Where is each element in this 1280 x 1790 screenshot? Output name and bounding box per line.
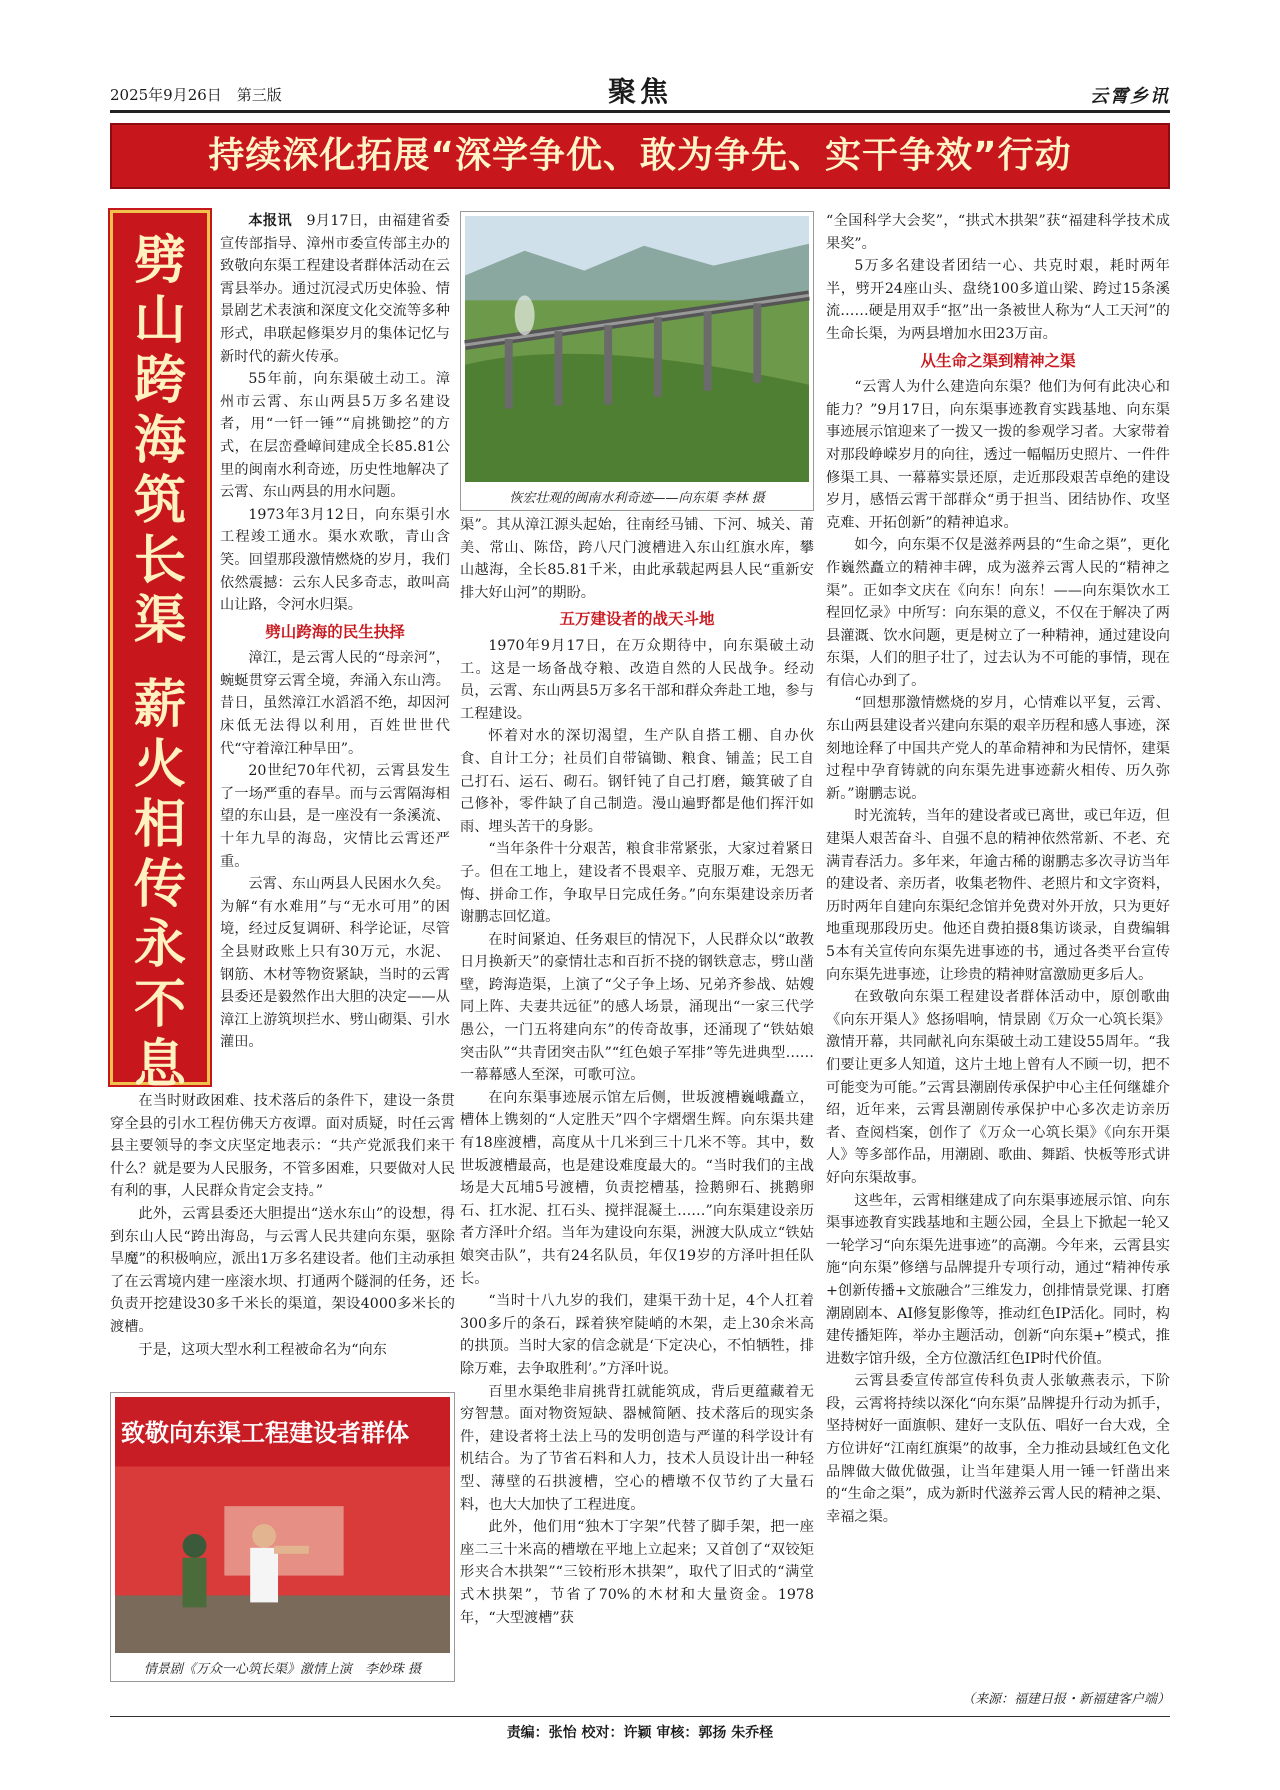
vertical-title-box bbox=[110, 210, 210, 1095]
article-column-1b bbox=[110, 1090, 455, 1361]
paragraph: 在当时财政困难、技术落后的条件下，建设一条贯穿全县的引水工程仿佛天方夜谭。面对质疑，时任云霄县主要领导的李文庆坚定地表示：“共产党派我们来干什么？就是要为人民服务，不管多困难，只要做对人民有利的事，人民群众肯定会支持。” bbox=[110, 1093, 455, 1200]
vertical-title-char: 长 bbox=[133, 531, 186, 591]
paragraph: 怀着对水的深切渴望，生产队自搭工棚、自办伙食、自计工分；社员们自带镐锄、粮食、铺盖；民工自己打石、运石、砌石。钢钎钝了自己打磨，簸箕破了自己修补，零件缺了自己制造。漫山遍野都是他们挥汗如雨、埋头苦干的身影。 bbox=[460, 728, 814, 835]
paragraph: 1973年3月12日，向东渠引水工程竣工通水。渠水欢歌，青山含笑。回望那段激情燃烧的岁月，我们依然震撼：云东人民多奇志，敢叫高山让路，令河水归渠。 bbox=[220, 506, 450, 614]
masthead bbox=[110, 70, 1170, 108]
vertical-title-char: 薪 bbox=[133, 675, 186, 735]
vertical-title-char: 息 bbox=[133, 1035, 186, 1095]
aqueduct-photo-caption: 恢宏壮观的闽南水利奇迹——向东渠 李林 摄 bbox=[509, 491, 765, 506]
paragraph: 9月17日，由福建省委宣传部指导、漳州市委宣传部主办的致敬向东渠工程建设者群体活动在云霄县举办。通过沉浸式历史体验、情景剧艺术表演和深度文化交流等多种形式，串联起修渠岁月的集体记忆与新时代的薪火传承。 bbox=[220, 213, 450, 365]
subheading: 劈山跨海的民生抉择 bbox=[265, 621, 405, 641]
section-title: 聚焦 bbox=[607, 75, 672, 108]
footer-rule bbox=[110, 1716, 1170, 1717]
paragraph: 此外，云霄县委还大胆提出“送水东山”的设想，得到东山人民“跨出海岛，与云霄人民共建向东渠，驱除旱魔”的积极响应，派出1万多名建设者。他们主动承担了在云霄境内建一座滚水坝、打通两个隧洞的任务，还负责开挖建设30多千米长的渠道，架设4000多米长的渡槽。 bbox=[110, 1205, 455, 1335]
vertical-title-char: 跨 bbox=[133, 351, 186, 411]
aqueduct-photo-image bbox=[465, 216, 809, 482]
vertical-title-char: 不 bbox=[133, 975, 186, 1035]
banner-text: 持续深化拓展“深学争优、敢为争先、实干争效”行动 bbox=[208, 135, 1072, 176]
aqueduct-photo bbox=[460, 211, 814, 511]
lead-label: 本报讯 bbox=[248, 213, 292, 229]
paragraph: “当年条件十分艰苦，粮食非常紧张，大家过着紧日子。但在工地上，建设者不畏艰辛、克服万难，无怨无悔、拼命工作，争取早日完成任务。”向东渠建设亲历者谢鹏志回忆道。 bbox=[460, 841, 814, 926]
vertical-title-char: 筑 bbox=[133, 471, 186, 531]
editor-credits: 责编：张怡 校对：许颖 审核：郭扬 朱乔柽 bbox=[506, 1725, 774, 1741]
vertical-title-char: 海 bbox=[133, 411, 186, 471]
paragraph: 百里水渠绝非肩挑背扛就能筑成，背后更蕴藏着无穷智慧。面对物资短缺、器械简陋、技术落后的现实条件，建设者将土法上马的发明创造与严谨的科学设计有机结合。为了节省石料和人力，技术人员设计出一种轻型、薄壁的石拱渡槽，空心的槽墩不仅节约了大量石料，也大大加快了工程进度。 bbox=[460, 1383, 814, 1513]
source-note: （来源：福建日报・新福建客户端） bbox=[961, 1692, 1170, 1707]
date-edition: 2025年9月26日 第三版 bbox=[110, 86, 282, 104]
brand-name: 云霄乡讯 bbox=[1090, 86, 1170, 107]
article-column-1a bbox=[220, 210, 450, 1054]
vertical-title-line1 bbox=[113, 231, 207, 651]
stage-photo-caption: 情景剧《万众一心筑长渠》激情上演 李妙珠 摄 bbox=[143, 1662, 422, 1677]
paragraph: “当时十八九岁的我们，建渠干劲十足，4个人扛着300多斤的条石，踩着狭窄陡峭的木架，走上30余米高的拱顶。当时大家的信念就是‘下定决心，不怕牺牲，排除万难，去争取胜利’。”方泽叶说。 bbox=[460, 1293, 814, 1377]
paragraph: 此外，他们用“独木丁字架”代替了脚手架，把一座座二三十米高的槽墩在平地上立起来；又首创了“双铰矩形夹合木拱架”“三铰桁形木拱架”，取代了旧式的“满堂式木拱架”，节省了70%的木材和大量资金。1978年，“大型渡槽”获 bbox=[460, 1519, 814, 1626]
paragraph: 5万多名建设者团结一心、共克时艰，耗时两年半，劈开24座山头、盘绕100多道山梁、跨过15条溪流……硬是用双手“抠”出一条被世人称为“人工天河”的生命长渠，为两县增加水田23万亩。 bbox=[826, 258, 1170, 342]
paragraph: 漳江，是云霄人民的“母亲河”，蜿蜒贯穿云霄全境，奔涌入东山湾。昔日，虽然漳江水滔滔不绝，却因河床低无法得以利用，百姓世世代代“守着漳江种旱田”。 bbox=[220, 650, 450, 757]
paragraph: “云霄人为什么建造向东渠？他们为何有此决心和能力？”9月17日，向东渠事迹教育实践基地、向东渠事迹展示馆迎来了一拨又一拨的参观学习者。大家带着对那段峥嵘岁月的向往，透过一幅幅历史照片、一件件修渠工具、一幕幕实景还原，走近那段艰苦卓绝的建设岁月，感悟云霄干部群众“勇于担当、团结协作、攻坚克难、开拓创新”的精神追求。 bbox=[826, 379, 1170, 531]
paragraph: 在致敬向东渠工程建设者群体活动中，原创歌曲《向东开渠人》悠扬唱响，情景剧《万众一心筑长渠》激情开幕，共同献礼向东渠破土动工建设55周年。“我们要让更多人知道，这片土地上曾有人不顾一切，把不可能变为可能。”云霄县潮剧传承保护中心主任何继雄介绍，近年来，云霄县潮剧传承保护中心多次走访亲历者、查阅档案，创作了《万众一心筑长渠》《向东开渠人》等多部作品，用潮剧、歌曲、舞蹈、快板等形式讲好向东渠故事。 bbox=[826, 989, 1170, 1186]
article-column-3 bbox=[826, 210, 1170, 1528]
article-column-2 bbox=[460, 514, 814, 1626]
paragraph: “全国科学大会奖”，“拱式木拱架”获“福建科学技术成果奖”。 bbox=[826, 213, 1170, 252]
stage-banner-text: 致敬向东渠工程建设者群体 bbox=[121, 1419, 409, 1447]
subheading: 从生命之渠到精神之渠 bbox=[920, 350, 1076, 370]
paragraph: 这些年，云霄相继建成了向东渠事迹展示馆、向东渠事迹教育实践基地和主题公园，全县上下掀起一轮又一轮学习“向东渠先进事迹”的高潮。今年来，云霄县实施“向东渠”修缮与品牌提升专项行动，通过“精神传承+创新传播+文旅融合”三维发力，创排情景党课、打磨潮剧剧本、AI修复影像等，推动红色IP活化。同时，构建传播矩阵，举办主题活动，创新“向东渠+”模式，推进数字馆升级，全方位激活红色IP时代价值。 bbox=[826, 1192, 1170, 1367]
vertical-title-char: 劈 bbox=[133, 231, 186, 291]
vertical-title-char: 渠 bbox=[133, 591, 186, 651]
paragraph: 渠”。其从漳江源头起始，往南经马铺、下河、城关、莆美、常山、陈岱，跨八尺门渡槽进入东山红旗水库，攀山越海，全长85.81千米，由此承载起两县人民“重新安排大好山河”的期盼。 bbox=[460, 517, 814, 601]
paragraph: 1970年9月17日，在万众期待中，向东渠破土动工。这是一场备战夺粮、改造自然的人民战争。经动员，云霄、东山两县5万多名干部和群众奔赴工地，参与工程建设。 bbox=[460, 637, 814, 722]
vertical-title-char: 永 bbox=[133, 915, 186, 975]
paragraph: 如今，向东渠不仅是滋养两县的“生命之渠”，更化作巍然矗立的精神丰碑，成为滋养云霄人民的“精神之渠”。正如李文庆在《向东！向东！——向东渠饮水工程回忆录》中所写：向东渠的意义，不仅在于解决了两县灌溉、饮水问题，更是树立了一种精神，通过建设向东渠，人们的胆子壮了，过去认为不可能的事情，现在有信心办到了。 bbox=[826, 537, 1170, 689]
subheading: 五万建设者的战天斗地 bbox=[559, 609, 715, 629]
paragraph: 55年前，向东渠破土动工。漳州市云霄、东山两县5万多名建设者，用“一钎一锤”“肩挑锄挖”的方式，在层峦叠嶂间建成全长85.81公里的闽南水利奇迹，历史性地解决了云霄、东山两县的用水问题。 bbox=[220, 371, 450, 501]
headline-banner bbox=[110, 123, 1170, 189]
vertical-title-char: 传 bbox=[133, 855, 186, 915]
paragraph: 在时间紧迫、任务艰巨的情况下，人民群众以“敢教日月换新天”的豪情壮志和百折不挠的钢铁意志，劈山凿壁，跨海造渠，上演了“父子争上场、兄弟齐参战、姑嫂同上阵、夫妻共远征”的感人场景，涌现出“一家三代学愚公，一门五将建向东”的传奇故事，还涌现了“铁姑娘突击队”“共青团突击队”“红色娘子军排”等先进典型……一幕幕感人至深，可歌可泣。 bbox=[460, 931, 814, 1084]
paragraph: 云霄、东山两县人民困水久矣。为解“有水难用”与“无水可用”的困境，经过反复调研、科学论证，尽管全县财政账上只有30万元，水泥、钢筋、木材等物资紧缺，当时的云霄县委还是毅然作出大胆的决定——从漳江上游筑坝拦水、劈山砌渠、引水灌田。 bbox=[220, 876, 450, 1051]
vertical-title-char: 火 bbox=[133, 735, 186, 795]
vertical-title-line2 bbox=[113, 675, 207, 1095]
paragraph: 时光流转，当年的建设者或已离世，或已年迈，但建渠人艰苦奋斗、自强不息的精神依然常新、不老、充满青春活力。多年来，年逾古稀的谢鹏志多次寻访当年的建设者、亲历者，收集老物件、老照片和文字资料，历时两年自建向东渠纪念馆并免费对外开放，只为更好地重现那段历史。他还自费拍摄8集访谈录，自费编辑5本有关宣传向东渠先进事迹的书，通过各类平台宣传向东渠先进事迹，让珍贵的精神财富激励更多后人。 bbox=[826, 808, 1170, 983]
stage-photo-image bbox=[115, 1397, 450, 1653]
paragraph: “回想那激情燃烧的岁月，心情难以平复，云霄、东山两县建设者兴建向东渠的艰辛历程和感人事迹，深刻地诠释了中国共产党人的革命精神和为民情怀，建渠过程中孕育铸就的向东渠先进事迹薪火相传、历久弥新。”谢鹏志说。 bbox=[826, 695, 1170, 802]
paragraph: 于是，这项大型水利工程被命名为“向东 bbox=[138, 1341, 387, 1358]
masthead-rule bbox=[110, 110, 1170, 113]
paragraph: 20世纪70年代初，云霄县发生了一场严重的春旱。而与云霄隔海相望的东山县，是一座没有一条溪流、十年九旱的海岛，灾情比云霄还严重。 bbox=[220, 763, 450, 870]
paragraph: 云霄县委宣传部宣传科负责人张敏燕表示，下阶段，云霄将持续以深化“向东渠”品牌提升行动为抓手，坚持树好一面旗帜、建好一支队伍、唱好一台大戏，全方位讲好“江南红旗渠”的故事，全力推动县域红色文化品牌做大做优做强，让当年建渠人用一锤一钎凿出来的“生命之渠”，成为新时代滋养云霄人民的精神之渠、幸福之渠。 bbox=[826, 1373, 1170, 1525]
stage-photo bbox=[110, 1392, 455, 1682]
paragraph: 在向东渠事迹展示馆左后侧，世坂渡槽巍峨矗立，槽体上镌刻的“人定胜天”四个字熠熠生辉。向东渠共建有18座渡槽，高度从十几米到三十几米不等。其中，数世坂渡槽最高，也是建设难度最大的。“当时我们的主战场是大瓦埔5号渡槽，负责挖槽基，捡鹅卵石、挑鹅卵石、扛水泥、扛石头、搅拌混凝土……”向东渠建设亲历者方泽叶介绍。当年为建设向东渠，洲渡大队成立“铁姑娘突击队”，共有24名队员，年仅19岁的方泽叶担任队长。 bbox=[460, 1089, 814, 1287]
vertical-title-char: 相 bbox=[133, 795, 186, 855]
vertical-title-char: 山 bbox=[133, 291, 186, 351]
